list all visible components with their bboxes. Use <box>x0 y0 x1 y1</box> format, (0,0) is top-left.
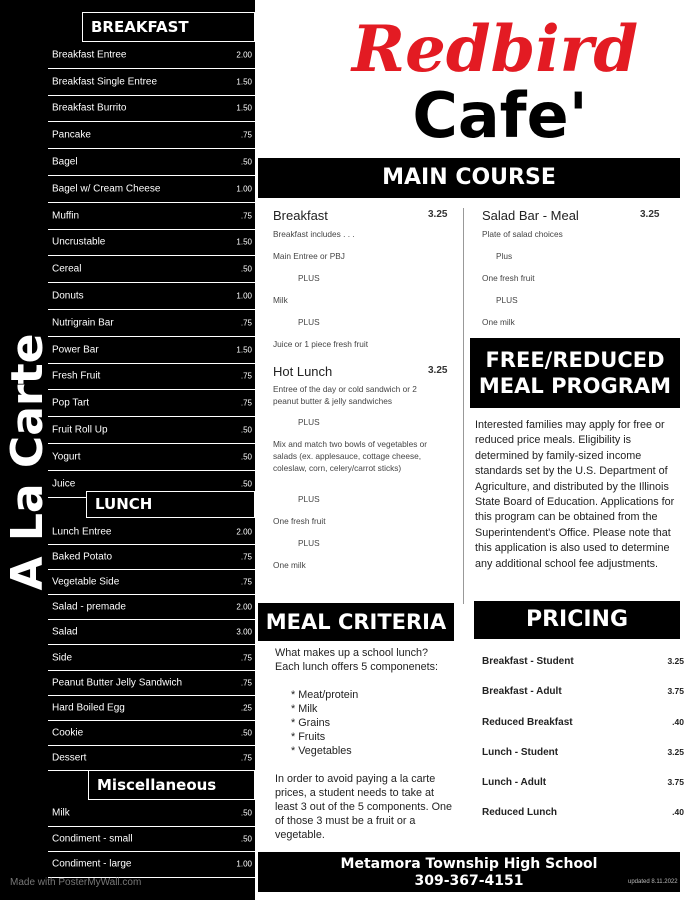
menu-item <box>48 645 255 670</box>
menu-item <box>48 545 255 570</box>
menu-item-name: Side <box>52 652 73 664</box>
menu-item-price: .50 <box>240 425 252 435</box>
menu-item-price: .75 <box>240 653 252 663</box>
menu-item-name: Cereal <box>52 263 82 275</box>
meal-criteria-text <box>275 646 455 842</box>
hot-lunch-plus: PLUS <box>298 538 320 548</box>
criteria-intro: What makes up a school lunch? <box>275 647 429 659</box>
pricing-value: 3.75 <box>667 686 684 696</box>
menu-item-name: Muffin <box>52 210 80 222</box>
lunch-heading: LUNCH <box>86 491 255 518</box>
pricing-label: Lunch - Student <box>482 747 559 758</box>
menu-item <box>48 417 255 444</box>
menu-item-price: 1.50 <box>236 237 252 247</box>
breakfast-heading: BREAKFAST <box>82 12 255 42</box>
menu-item-price: .50 <box>240 808 252 818</box>
column-divider <box>463 208 464 604</box>
menu-item-price: .50 <box>240 834 252 844</box>
criteria-component: * Vegetables <box>291 745 352 757</box>
menu-item <box>48 69 255 96</box>
criteria-component: * Grains <box>291 717 331 729</box>
breakfast-meal-price: 3.25 <box>428 209 448 220</box>
menu-item <box>48 801 255 827</box>
menu-item-price: .50 <box>240 452 252 462</box>
menu-item-price: .50 <box>240 479 252 489</box>
menu-item <box>48 310 255 337</box>
menu-item-name: Juice <box>52 478 76 490</box>
menu-item <box>48 122 255 149</box>
pricing-row <box>482 777 684 797</box>
menu-item-name: Baked Potato <box>52 551 113 563</box>
menu-item-name: Milk <box>52 807 70 819</box>
pricing-row <box>482 686 684 706</box>
misc-heading: Miscellaneous <box>88 770 255 800</box>
criteria-component: * Meat/protein <box>291 689 359 701</box>
pricing-row <box>482 807 684 827</box>
title-redbird: Redbird <box>351 12 639 87</box>
updated-date: updated 8.11.2022 <box>628 879 678 885</box>
menu-item <box>48 283 255 310</box>
menu-item <box>48 256 255 283</box>
a-la-carte-banner: A La Carte <box>2 333 53 591</box>
hot-lunch-mix: Mix and match two bowls of vegetables or salads (ex. applesauce, cottage cheese, coleslaw, corn, celery/carrot sticks) <box>273 439 428 473</box>
menu-item-price: .75 <box>240 753 252 763</box>
pricing-label: Reduced Lunch <box>482 807 558 818</box>
menu-item <box>48 570 255 595</box>
pricing-value: .40 <box>672 807 684 817</box>
menu-item-price: .75 <box>240 398 252 408</box>
footer-school: Metamora Township High School <box>340 856 598 872</box>
criteria-component: * Fruits <box>291 731 326 743</box>
salad-bar-plus: PLUS <box>496 295 518 305</box>
menu-item <box>48 520 255 545</box>
free-reduced-text: Interested families may apply for free or reduced price meals. Eligibility is determined by family-sized income standards set by the U.S. Department of Agriculture, and distributed by the Illinois State Board of Education. Applications for this program can be obtained from the Superintendent's Office. Please note that this application is also used to determine any additional school fee adjustments. <box>475 419 675 570</box>
menu-item <box>48 42 255 69</box>
menu-item-name: Condiment - small <box>52 833 133 845</box>
lunch-list <box>48 520 255 771</box>
free-reduced-heading-line1: FREE/REDUCED <box>485 348 665 372</box>
menu-item-name: Breakfast Entree <box>52 49 127 61</box>
menu-item-price: 1.50 <box>236 77 252 87</box>
menu-item-price: .75 <box>240 211 252 221</box>
menu-item-price: .25 <box>240 703 252 713</box>
menu-item <box>48 696 255 721</box>
pricing-label: Lunch - Adult <box>482 777 547 788</box>
menu-item-price: 2.00 <box>236 50 252 60</box>
menu-item-price: 3.00 <box>236 627 252 637</box>
criteria-note: In order to avoid paying a la carte prices, a student needs to take at least 3 out of the 5 components. One of those 3 must be a fruit or a vegetable. <box>275 773 453 841</box>
hot-lunch-plus: PLUS <box>298 494 320 504</box>
menu-item-name: Breakfast Burrito <box>52 102 127 114</box>
salad-bar-line: One fresh fruit <box>482 273 535 283</box>
menu-item-price: 2.00 <box>236 602 252 612</box>
menu-item-name: Lunch Entree <box>52 526 112 538</box>
breakfast-list <box>48 42 255 498</box>
menu-item <box>48 390 255 417</box>
menu-item-price: .75 <box>240 130 252 140</box>
breakfast-meal-line: Juice or 1 piece fresh fruit <box>273 339 368 349</box>
salad-bar-plus: Plus <box>496 251 513 261</box>
menu-item-price: .75 <box>240 552 252 562</box>
menu-item <box>48 203 255 230</box>
menu-item-name: Peanut Butter Jelly Sandwich <box>52 677 183 689</box>
menu-item <box>48 149 255 176</box>
breakfast-meal-line: Milk <box>273 295 288 305</box>
menu-item <box>48 721 255 746</box>
menu-item-name: Uncrustable <box>52 236 106 248</box>
menu-item <box>48 746 255 771</box>
hot-lunch-plus: PLUS <box>298 417 320 427</box>
breakfast-meal-line: Breakfast includes . . . <box>273 229 355 239</box>
menu-item <box>48 671 255 696</box>
menu-item-name: Salad <box>52 626 78 638</box>
pricing-label: Reduced Breakfast <box>482 717 573 728</box>
menu-item <box>48 595 255 620</box>
pricing-row <box>482 747 684 767</box>
menu-item <box>48 230 255 257</box>
pricing-heading: PRICING <box>474 601 680 639</box>
menu-item <box>48 620 255 645</box>
watermark: Made with PosterMyWall.com <box>10 877 142 888</box>
menu-item-name: Bagel w/ Cream Cheese <box>52 183 161 195</box>
menu-item <box>48 852 255 878</box>
pricing-row <box>482 717 684 737</box>
title-cafe: Cafe' <box>412 79 588 152</box>
menu-item-name: Fresh Fruit <box>52 370 101 382</box>
salad-bar-title: Salad Bar - Meal <box>482 208 579 223</box>
menu-item-price: .75 <box>240 577 252 587</box>
menu-item <box>48 337 255 364</box>
menu-item-price: 2.00 <box>236 527 252 537</box>
menu-item-price: 1.00 <box>236 859 252 869</box>
menu-item <box>48 96 255 123</box>
criteria-intro: Each lunch offers 5 componenets: <box>275 661 439 673</box>
menu-item-name: Pancake <box>52 129 91 141</box>
meal-criteria-heading: MEAL CRITERIA <box>258 603 454 641</box>
salad-bar-line: One milk <box>482 317 515 327</box>
misc-list <box>48 801 255 878</box>
pricing-label: Breakfast - Adult <box>482 686 562 697</box>
menu-item <box>48 827 255 853</box>
menu-item-price: 1.00 <box>236 184 252 194</box>
pricing-value: 3.75 <box>667 777 684 787</box>
menu-item <box>48 176 255 203</box>
criteria-component: * Milk <box>291 703 318 715</box>
menu-item-price: .50 <box>240 728 252 738</box>
menu-item-price: 1.50 <box>236 345 252 355</box>
menu-item-name: Salad - premade <box>52 601 126 613</box>
footer-bar <box>258 852 680 892</box>
menu-item-name: Breakfast Single Entree <box>52 76 158 88</box>
menu-item-price: 1.50 <box>236 103 252 113</box>
menu-item-name: Hard Boiled Egg <box>52 702 125 714</box>
pricing-value: 3.25 <box>667 656 684 666</box>
menu-item-name: Yogurt <box>52 451 81 463</box>
menu-item-price: .75 <box>240 318 252 328</box>
menu-item-name: Nutrigrain Bar <box>52 317 114 329</box>
hot-lunch-price: 3.25 <box>428 365 448 376</box>
pricing-label: Breakfast - Student <box>482 656 574 667</box>
menu-item-name: Bagel <box>52 156 78 168</box>
menu-item <box>48 444 255 471</box>
menu-item-name: Cookie <box>52 727 84 739</box>
menu-item-price: .75 <box>240 678 252 688</box>
breakfast-meal-line: Main Entree or PBJ <box>273 251 345 261</box>
pricing-value: 3.25 <box>667 747 684 757</box>
salad-bar-line: Plate of salad choices <box>482 229 563 239</box>
menu-item-name: Dessert <box>52 752 87 764</box>
hot-lunch-milk: One milk <box>273 560 306 570</box>
breakfast-meal-plus: PLUS <box>298 317 320 327</box>
menu-item <box>48 364 255 391</box>
pricing-row <box>482 656 684 676</box>
breakfast-meal-plus: PLUS <box>298 273 320 283</box>
main-course-heading: MAIN COURSE <box>258 158 680 198</box>
menu-item-name: Donuts <box>52 290 84 302</box>
menu-item-name: Fruit Roll Up <box>52 424 108 436</box>
pricing-value: .40 <box>672 717 684 727</box>
footer-phone: 309-367-4151 <box>414 873 524 889</box>
hot-lunch-fruit: One fresh fruit <box>273 516 326 526</box>
menu-item-price: 1.00 <box>236 291 252 301</box>
hot-lunch-title: Hot Lunch <box>273 364 333 379</box>
free-reduced-heading <box>470 338 680 408</box>
hot-lunch-entree: Entree of the day or cold sandwich or 2 peanut butter & jelly sandwiches <box>273 384 417 406</box>
menu-item-name: Vegetable Side <box>52 576 120 588</box>
breakfast-meal-title: Breakfast <box>273 208 328 223</box>
menu-item-name: Pop Tart <box>52 397 90 409</box>
salad-bar-price: 3.25 <box>640 209 660 220</box>
menu-item-price: .50 <box>240 157 252 167</box>
menu-item-name: Condiment - large <box>52 858 132 870</box>
menu-item-name: Power Bar <box>52 344 99 356</box>
free-reduced-heading-line2: MEAL PROGRAM <box>478 374 672 398</box>
menu-item-price: .75 <box>240 371 252 381</box>
menu-item-price: .50 <box>240 264 252 274</box>
